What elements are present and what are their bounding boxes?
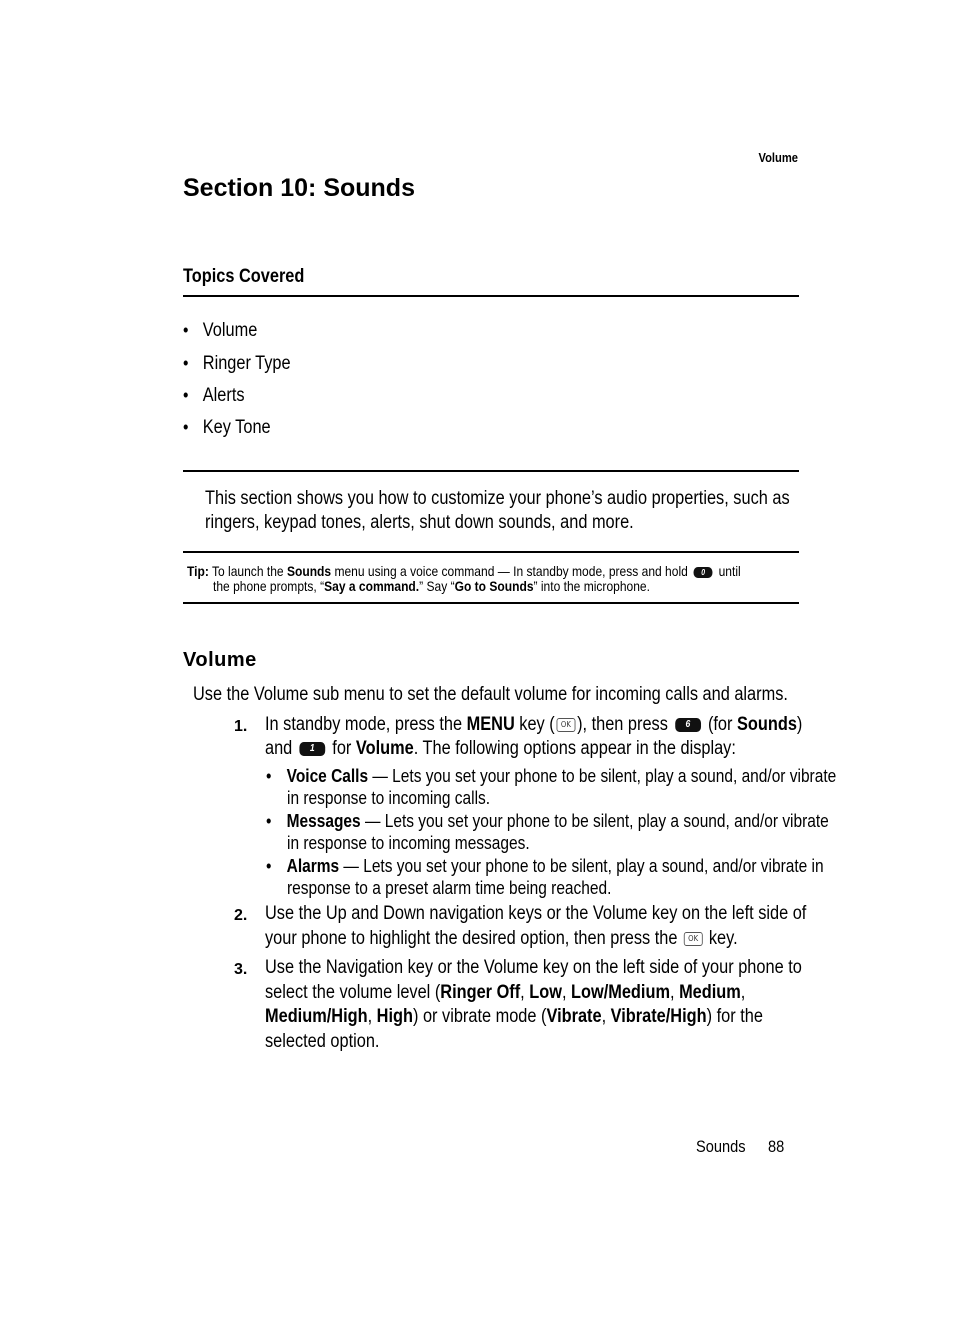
step-text: ) (796, 714, 803, 735)
option-messages (266, 811, 829, 832)
option-text: — Lets you set your phone to be silent, play a sound, and/or vibrate in (339, 856, 824, 876)
step-emphasis: Volume (355, 738, 414, 759)
topic-label: Ringer Type (202, 353, 291, 374)
topics-heading: Topics Covered (183, 266, 305, 287)
step-text: select the volume level ( (265, 982, 441, 1003)
level-option: Medium/High (265, 1006, 368, 1027)
separator: , (740, 982, 746, 1003)
bullet-icon: • (183, 320, 189, 340)
separator: , (520, 982, 525, 1003)
option-name: Voice Calls (286, 766, 369, 786)
step1-line-2 (265, 738, 736, 760)
six-key-icon: 6 (675, 718, 701, 732)
step1-line-1 (265, 714, 802, 736)
tip-text: until (718, 563, 741, 579)
step2-line-2 (265, 928, 738, 950)
tip-text: ” into the microphone. (533, 578, 650, 594)
bullet-icon: • (183, 353, 189, 373)
step-text: and (265, 738, 293, 759)
topic-label: Alerts (202, 385, 245, 406)
step-text: for (332, 738, 356, 759)
one-key-icon: 1 (299, 742, 325, 756)
menu-key-label: MENU (466, 714, 515, 735)
step-number: 3. (234, 961, 248, 978)
topic-label: Volume (202, 320, 258, 341)
bullet-icon: • (183, 385, 189, 405)
tip-line-1 (187, 563, 741, 579)
volume-intro: Use the Volume sub menu to set the default volume for incoming calls and alarms. (193, 684, 788, 705)
level-option: Low/Medium (571, 982, 670, 1003)
step3-line-3 (265, 1006, 763, 1028)
option-voice-calls (266, 766, 836, 787)
step-text: ), then press (577, 714, 668, 735)
step-emphasis: Sounds (736, 714, 797, 735)
option-voice-calls-cont: in response to incoming calls. (287, 788, 491, 808)
tip-text: menu using a voice command — In standby mode, press and hold (331, 563, 688, 579)
bullet-icon: • (183, 417, 189, 437)
tip-label: Tip: (187, 563, 209, 579)
step2-line-1: Use the Up and Down navigation keys or the Volume key on the left side of (265, 903, 807, 924)
step3-line-2 (265, 982, 745, 1004)
option-alarms (266, 856, 824, 877)
step-text: ) or vibrate mode ( (412, 1006, 547, 1027)
ok-key-icon: OK (556, 718, 575, 732)
option-name: Alarms (286, 856, 340, 876)
option-messages-cont: in response to incoming messages. (287, 833, 530, 853)
level-option: Ringer Off (440, 982, 521, 1003)
topics-bottom-rule (183, 470, 799, 472)
topic-item (183, 417, 271, 439)
level-option: Low (529, 982, 562, 1003)
step3-line-4: selected option. (265, 1031, 380, 1052)
step-text: your phone to highlight the desired option, then press the (265, 928, 678, 949)
step-text: In standby mode, press the (265, 714, 467, 735)
tip-line-2 (213, 578, 650, 594)
vibrate-option: Vibrate/High (610, 1006, 707, 1027)
separator: , (601, 1006, 607, 1027)
step-text: key. (708, 928, 738, 949)
page-number: 88 (768, 1137, 785, 1156)
step-text: key ( (514, 714, 555, 735)
tip-emphasis: Go to Sounds (454, 578, 534, 594)
separator: , (367, 1006, 373, 1027)
step-number: 2. (234, 907, 248, 924)
running-head: Volume (758, 150, 798, 165)
tip-text: To launch the (211, 563, 287, 579)
bullet-icon: • (266, 766, 272, 786)
option-text: — Lets you set your phone to be silent, play a sound, and/or vibrate (360, 811, 829, 831)
section-title: Section 10: Sounds (183, 174, 415, 202)
topic-label: Key Tone (202, 417, 271, 438)
option-alarms-cont: response to a preset alarm time being reached. (287, 878, 612, 898)
step-text: . The following options appear in the display: (413, 738, 736, 759)
footer-section-label: Sounds (696, 1137, 746, 1156)
tip-emphasis: Sounds (286, 563, 332, 579)
topics-top-rule (183, 295, 799, 297)
option-name: Messages (286, 811, 361, 831)
step-text: ) for the (706, 1006, 763, 1027)
step-number: 1. (234, 718, 248, 735)
level-option: High (376, 1006, 413, 1027)
tip-bottom-rule (183, 602, 799, 604)
level-option: Medium (679, 982, 741, 1003)
tip-top-rule (183, 551, 799, 553)
tip-text: the phone prompts, “ (213, 578, 325, 594)
separator: , (561, 982, 567, 1003)
option-text: — Lets you set your phone to be silent, play a sound, and/or vibrate (368, 766, 837, 786)
topic-item (183, 320, 257, 342)
intro-line: ringers, keypad tones, alerts, shut down sounds, and more. (205, 512, 634, 533)
step3-line-1: Use the Navigation key or the Volume key on the left side of your phone to (265, 957, 802, 978)
intro-line: This section shows you how to customize your phone’s audio properties, such as (205, 488, 790, 509)
separator: , (669, 982, 675, 1003)
topic-item (183, 385, 245, 407)
ok-key-icon: OK (684, 932, 703, 946)
bullet-icon: • (266, 856, 272, 876)
topic-item (183, 353, 291, 375)
zero-key-icon: 0 (694, 567, 713, 578)
tip-emphasis: Say a command. (324, 578, 420, 594)
step-text: (for (707, 714, 737, 735)
vibrate-option: Vibrate (546, 1006, 602, 1027)
bullet-icon: • (266, 811, 272, 831)
tip-text: ” Say “ (419, 578, 455, 594)
volume-heading: Volume (183, 649, 257, 671)
